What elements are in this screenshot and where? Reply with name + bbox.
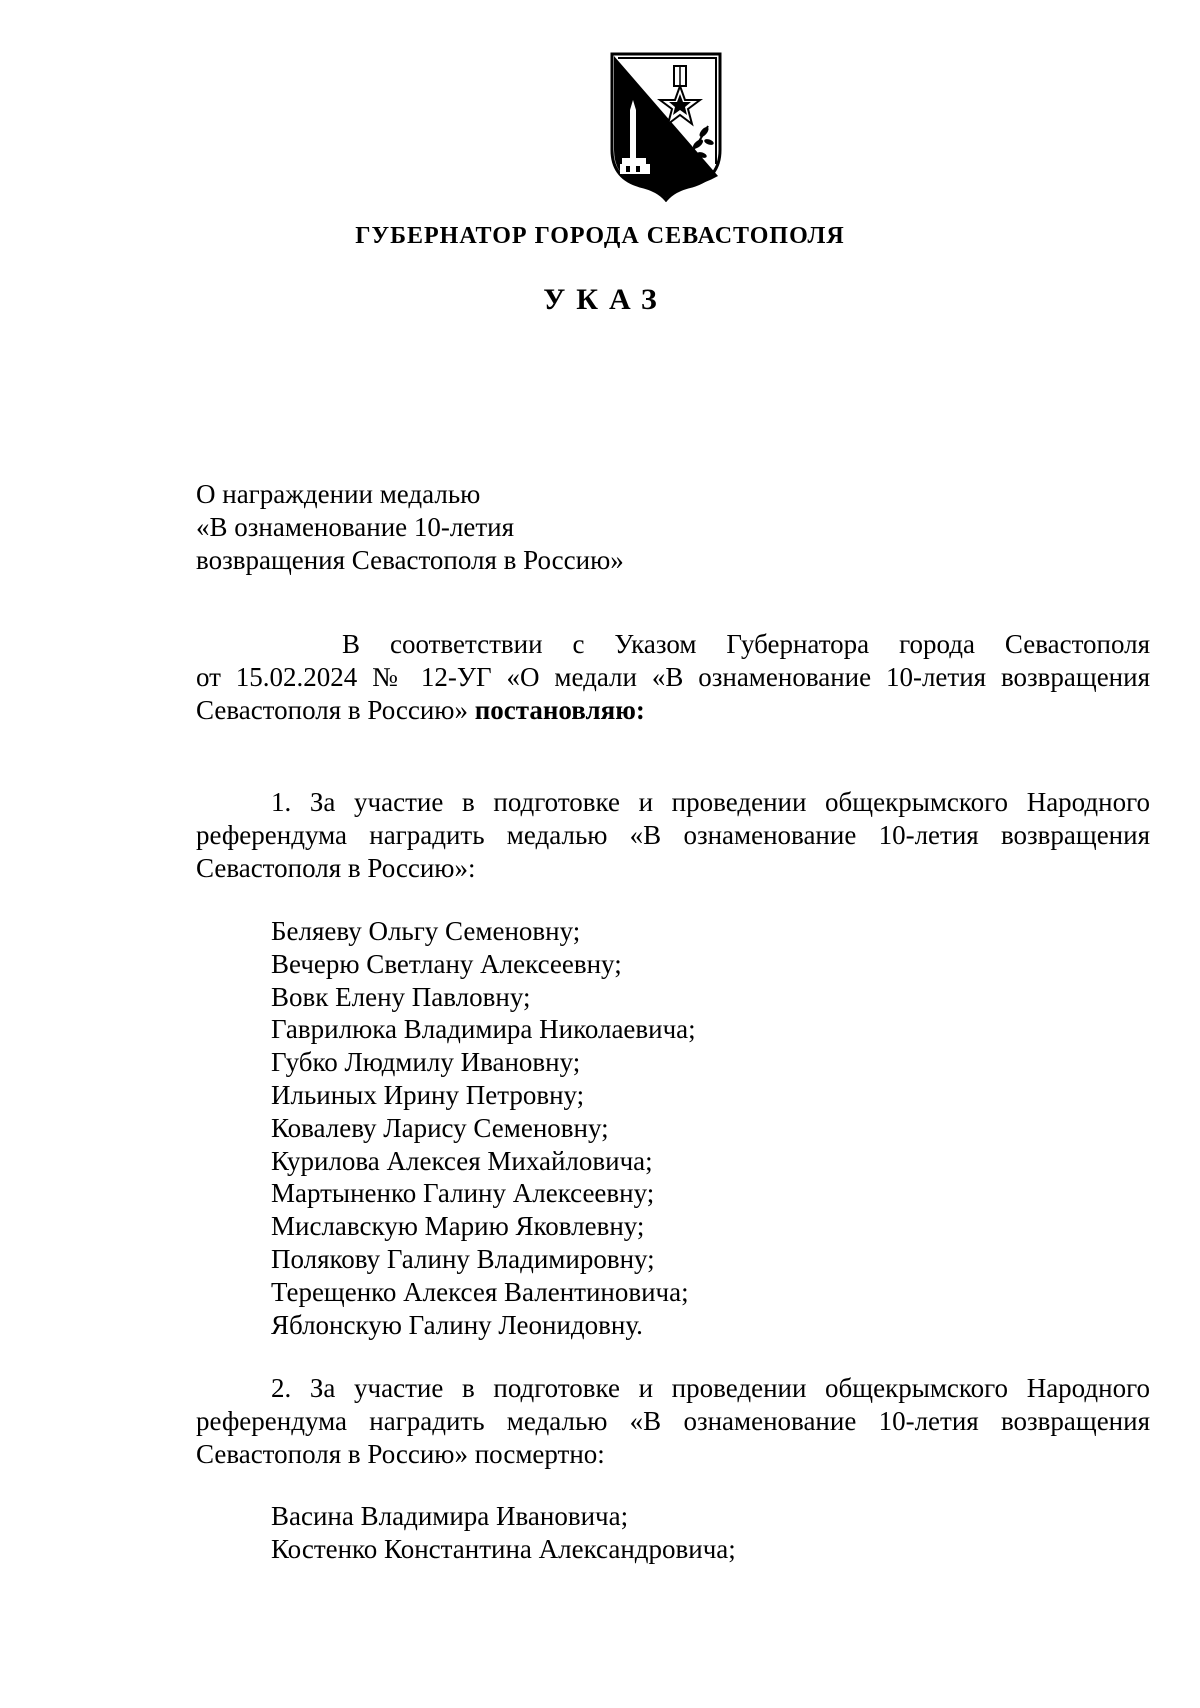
list-item: Ковалеву Ларису Семеновну; bbox=[271, 1112, 609, 1143]
paragraph-line: референдума наградить медалью «В ознаменование 10-летия возвращения bbox=[196, 1406, 1150, 1436]
item-1-paragraph bbox=[196, 786, 1150, 885]
paragraph-line: Севастополя в Россию» посмертно: bbox=[196, 1439, 605, 1469]
list-item: Гаврилюка Владимира Николаевича; bbox=[271, 1014, 696, 1045]
issuing-authority: ГУБЕРНАТОР ГОРОДА СЕВАСТОПОЛЯ bbox=[355, 223, 845, 249]
list-item: Яблонскую Галину Леонидовну. bbox=[271, 1309, 643, 1340]
list-item: Курилова Алексея Михайловича; bbox=[271, 1145, 653, 1176]
sevastopol-coat-of-arms-icon bbox=[608, 52, 724, 202]
list-item: Костенко Константина Александровича; bbox=[271, 1533, 736, 1564]
item-1-awardee-list bbox=[271, 915, 696, 1341]
paragraph-line: Севастополя в Россию»: bbox=[196, 853, 476, 883]
item-2-awardee-list bbox=[271, 1500, 736, 1566]
paragraph-line: референдума наградить медалью «В ознаменование 10-летия возвращения bbox=[196, 820, 1150, 850]
paragraph-line: 2. За участие в подготовке и проведении общекрымского Народного bbox=[271, 1373, 1150, 1403]
list-item: Ильиных Ирину Петровну; bbox=[271, 1079, 585, 1110]
list-item: Мартыненко Галину Алексеевну; bbox=[271, 1178, 655, 1209]
list-item: Беляеву Ольгу Семеновну; bbox=[271, 916, 581, 946]
document-type-title: УКАЗ bbox=[543, 283, 668, 316]
resolution-word: постановляю: bbox=[474, 695, 645, 725]
paragraph-line bbox=[196, 694, 1150, 727]
preamble-paragraph bbox=[196, 628, 1150, 727]
paragraph-line: 1. За участие в подготовке и проведении общекрымского Народного bbox=[271, 787, 1150, 817]
item-2-paragraph bbox=[196, 1372, 1150, 1471]
list-item: Миславскую Марию Яковлевну; bbox=[271, 1211, 645, 1242]
subject-line: возвращения Севастополя в Россию» bbox=[196, 545, 624, 575]
list-item: Вечерю Светлану Алексеевну; bbox=[271, 948, 622, 979]
paragraph-line: В соответствии с Указом Губернатора города Севастополя bbox=[342, 629, 1150, 659]
list-item: Полякову Галину Владимировну; bbox=[271, 1243, 655, 1274]
list-item: Терещенко Алексея Валентиновича; bbox=[271, 1276, 689, 1307]
subject-line: «В ознаменование 10-летия bbox=[196, 512, 515, 542]
list-item: Вовк Елену Павловну; bbox=[271, 981, 531, 1012]
paragraph-line: от 15.02.2024 № 12-УГ «О медали «В ознаменование 10-летия возвращения bbox=[196, 662, 1150, 692]
subject-line: О награждении медалью bbox=[196, 479, 481, 509]
list-item: Губко Людмилу Ивановну; bbox=[271, 1047, 581, 1078]
decree-subject bbox=[196, 478, 624, 577]
list-item: Васина Владимира Ивановича; bbox=[271, 1501, 629, 1531]
preamble-text: Севастополя в Россию» bbox=[196, 695, 475, 725]
